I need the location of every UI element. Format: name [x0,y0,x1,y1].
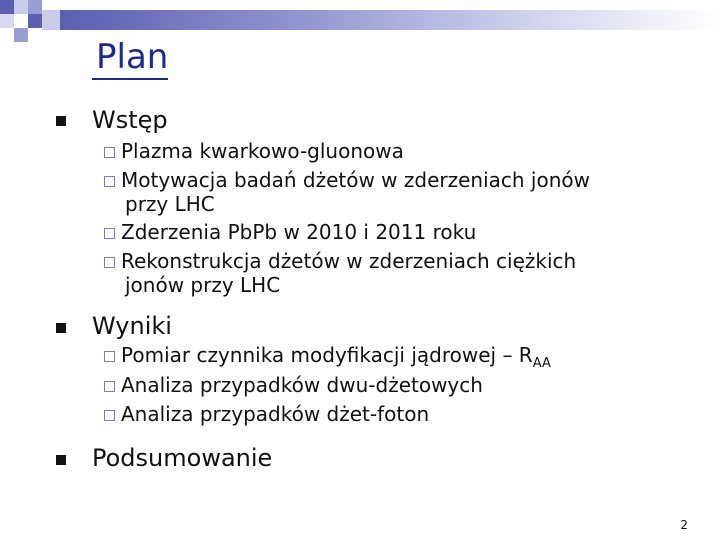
list-item-continuation: przy LHC [125,192,215,216]
list-item-text: Motywacja badań dżetów w zderzeniach jonów [121,168,590,192]
subscript-aa: AA [532,356,551,371]
hollow-square-bullet [104,381,115,392]
deco-square [14,0,28,14]
list-item [104,168,644,216]
hollow-square-bullet [104,176,115,187]
page-number: 2 [680,518,688,532]
list-item-text: Analiza przypadków dwu-dżetowych [121,373,483,397]
list-item [104,343,644,376]
list-item-text: Rekonstrukcja dżetów w zderzeniach ciężkich [121,249,577,273]
deco-square [0,0,14,14]
deco-square [28,0,42,14]
header-gradient-band [60,10,720,30]
deco-square [42,10,60,30]
section-heading-wyniki: Wyniki [92,312,172,340]
list-item-text: Pomiar czynnika modyfikacji jądrowej – R [121,343,533,367]
section-bullet [56,323,66,333]
list-item-continuation: jonów przy LHC [125,273,281,297]
deco-square [28,14,42,28]
hollow-square-bullet [104,351,115,362]
section-bullet [56,116,66,126]
hollow-square-bullet [104,147,115,158]
section-heading-wstep: Wstęp [92,106,168,134]
hollow-square-bullet [104,228,115,239]
list-item [104,373,644,397]
title-underline [92,78,168,80]
slide-title: Plan [96,37,169,77]
list-item [104,402,644,426]
hollow-square-bullet [104,410,115,421]
deco-square [14,28,28,42]
deco-square [14,14,28,28]
section-heading-podsumowanie: Podsumowanie [92,444,273,472]
list-item [104,139,644,163]
list-item [104,249,644,297]
list-item-text: Analiza przypadków dżet-foton [121,402,430,426]
deco-square [0,14,14,28]
list-item-text: Plazma kwarkowo-gluonowa [121,139,404,163]
section-bullet [56,455,66,465]
hollow-square-bullet [104,257,115,268]
list-item [104,220,644,244]
list-item-text: Zderzenia PbPb w 2010 i 2011 roku [121,220,477,244]
